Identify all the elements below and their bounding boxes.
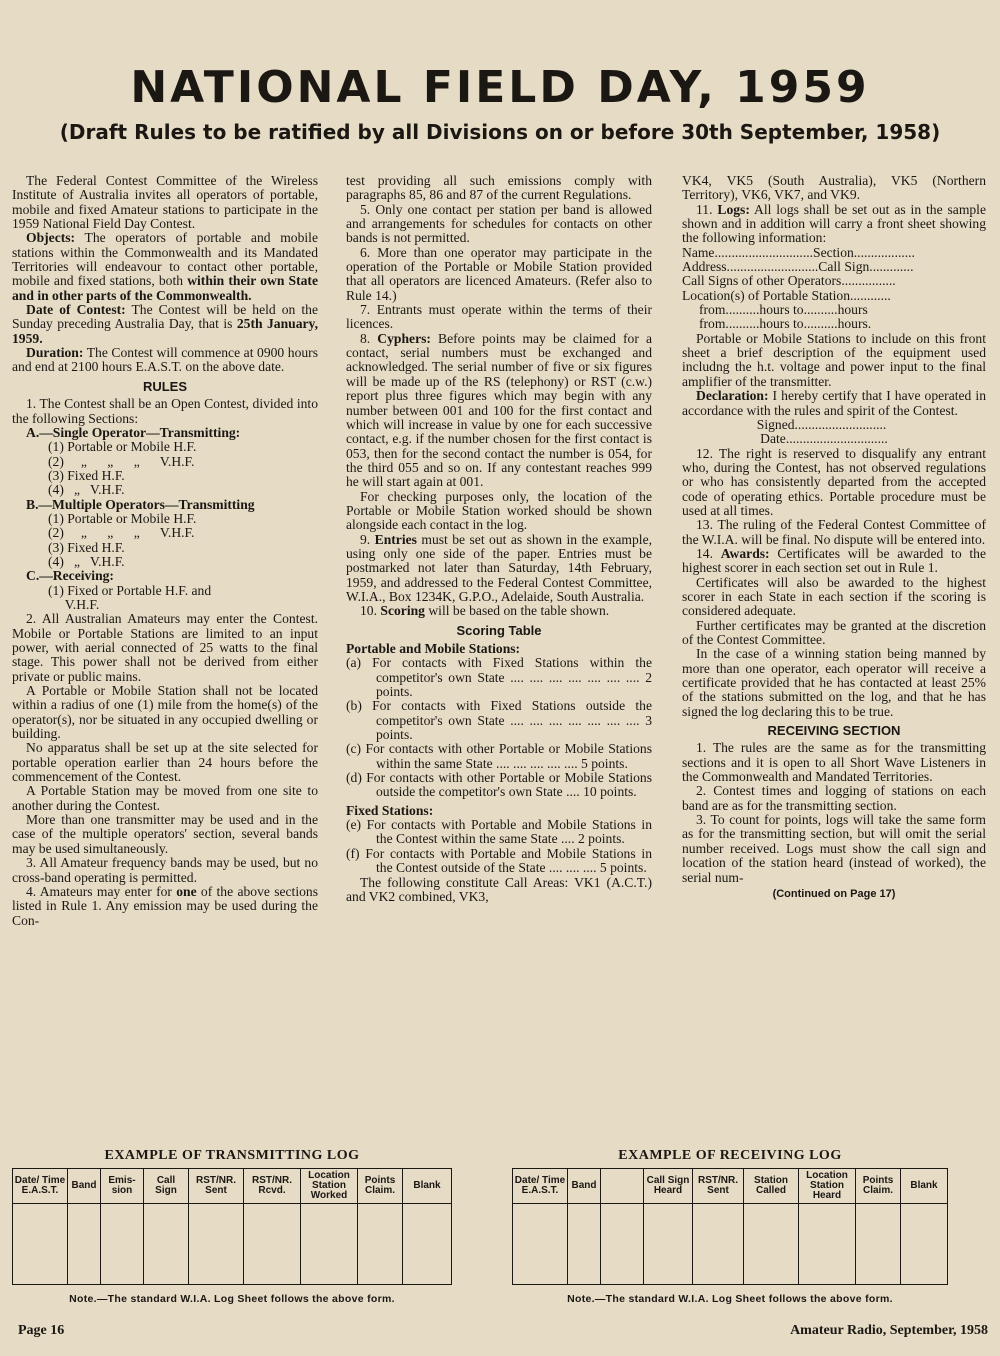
rule-8-checking: For checking purposes only, the location of the Portable or Mobile Station worked should be shown alongside each contact in the log.	[346, 488, 652, 533]
rules-heading: RULES	[142, 378, 188, 394]
front-sheet-line: Address...........................Call Sign.............	[682, 259, 914, 275]
objects-paragraph	[12, 231, 318, 303]
intro-paragraph: The Federal Contest Committee of the Wireless Institute of Australia invites all operators of portable, mobile and fixed Amateur stations to participate in the 1959 National Field Day Contest.	[12, 173, 318, 232]
scoring-item-e: (e) For contacts with Portable and Mobile Stations in the Contest within the same State .... 2 points.	[346, 817, 652, 847]
receiving-rule-2: 2. Contest times and logging of stations on each band are as for the transmitting section.	[682, 783, 986, 813]
publication-line: Amateur Radio, September, 1958	[790, 1323, 988, 1338]
duration-label: Duration:	[26, 345, 84, 361]
scoring-item-f: (f) For contacts with Portable and Mobile Stations in the Contest outside of the State .... .... .... 5 points.	[346, 845, 652, 876]
receiving-rule-3: 3. To count for points, logs will take the same form as for the transmitting section, but will omit the serial number received. Logs must show the call sign and location of the station heard (instead of worked), the serial num-	[682, 812, 986, 885]
rule-2: 2. All Australian Amateurs may enter the Contest. Mobile or Portable Stations are limited to an input power, with aerial connected of 25 watts to the final stage. This power shall not be derived from either private or public mains.	[12, 611, 318, 684]
transmitting-log-table	[12, 1168, 452, 1285]
scoring-item-a: (a) For contacts with Fixed Stations within the competitor's own State .... .... .... .... .... .... .... 2 points.	[346, 655, 652, 700]
date-paragraph	[12, 303, 318, 346]
column-2	[346, 174, 652, 904]
rule-11-num: 11.	[696, 201, 718, 217]
receiving-rule-1: 1. The rules are the same as for the transmitting sections and it is open to all Short Wave Listeners in the Commonwealth and Mandated Territories.	[682, 740, 986, 785]
column-1	[12, 174, 318, 928]
section-c-item: V.H.F.	[48, 596, 100, 612]
rule-4-text: 4. Amateurs may enter for	[26, 883, 177, 899]
front-sheet-line: Call Signs of other Operators................	[682, 273, 896, 289]
scoring-item-d: (d) For contacts with other Portable or Mobile Stations outside the competitor's own State .... 10 points.	[346, 770, 652, 800]
receiving-log-table	[512, 1168, 948, 1285]
log-column-header: RST/NR. Sent	[189, 1169, 244, 1204]
declaration-label: Declaration:	[696, 388, 769, 404]
front-sheet-line: from..........hours to..........hours.	[682, 316, 872, 332]
portable-mobile-heading: Portable and Mobile Stations:	[346, 641, 521, 656]
rule-11-equipment: Portable or Mobile Stations to include on this front sheet a brief description of the equipment used includng the h.t. voltage and power input to the final amplifier of the transmitter.	[682, 330, 986, 389]
log-column-header	[601, 1169, 644, 1204]
rule-9-text: must be set out as shown in the example, using only one side of the paper. Entries must be postmarked not later than Saturday, 14th February, 1959, and addressed to the Federal Contest Committee, W.I.A., Box 1234K, G.P.O., Adelaide, South Australia.	[346, 531, 653, 604]
rule-4-bold: one	[176, 883, 197, 899]
log-column-header: RST/NR. Rcvd.	[244, 1169, 301, 1204]
log-column-header: Date/ Time E.A.S.T.	[513, 1169, 568, 1204]
duration-paragraph	[12, 346, 318, 375]
rule-14	[682, 547, 986, 576]
log-column-header: Date/ Time E.A.S.T.	[13, 1169, 68, 1204]
section-c-heading: C.—Receiving:	[26, 568, 114, 584]
log-column-header: Station Called	[744, 1169, 799, 1204]
rule-2-portable: A Portable or Mobile Station shall not be located within a radius of one (1) mile from the home(s) of the operator(s), nor be situated in any occupied dwelling or building.	[12, 683, 318, 742]
table-row	[13, 1204, 452, 1285]
rule-11-label: Logs:	[717, 201, 750, 217]
log-column-header: RST/NR. Sent	[693, 1169, 744, 1204]
rule-2-transmitters: More than one transmitter may be used and in the case of the multiple operators' section, several bands may be used simultaneously.	[12, 812, 318, 856]
page-subtitle: (Draft Rules to be ratified by all Divisions on or before 30th September, 1958)	[59, 120, 941, 144]
rule-14-further: Further certificates may be granted at the discretion of the Contest Committee.	[682, 617, 986, 647]
section-b-item: (4) „ V.H.F.	[48, 553, 125, 569]
rule-9	[346, 533, 652, 605]
rule-14-text: Certificates will be awarded to the highest scorer in each section set out in Rule 1.	[682, 545, 986, 576]
transmitting-log-note: Note.—The standard W.I.A. Log Sheet follows the above form.	[69, 1293, 395, 1305]
section-a-item: (4) „ V.H.F.	[48, 482, 125, 498]
log-column-header: Blank	[403, 1169, 452, 1204]
front-sheet-line: Location(s) of Portable Station............	[682, 287, 891, 303]
rule-4-continued: test providing all such emissions comply with paragraphs 85, 86 and 87 of the current Regulations.	[346, 173, 652, 203]
section-b-item: (3) Fixed H.F.	[48, 539, 125, 555]
section-a-item: (1) Portable or Mobile H.F.	[48, 439, 197, 455]
rule-9-label: Entries	[374, 531, 417, 547]
rule-7: 7. Entrants must operate within the terms of their licences.	[346, 302, 652, 332]
log-column-header: Points Claim.	[856, 1169, 901, 1204]
signed-line: Signed...........................	[682, 416, 887, 432]
page-title: NATIONAL FIELD DAY, 1959	[130, 62, 870, 113]
fixed-stations-heading: Fixed Stations:	[346, 802, 434, 818]
page-number: Page 16	[18, 1323, 65, 1338]
section-a-heading: A.—Single Operator—Transmitting:	[26, 424, 241, 440]
objects-text: The operators of portable and mobile stations within the Commonwealth and its Mandated Territories will endeavour to contact other portable, mobile and fixed stations, both	[12, 230, 318, 289]
log-column-header: Band	[568, 1169, 601, 1204]
front-sheet-line: from..........hours to..........hours	[682, 302, 868, 318]
rule-12: 12. The right is reserved to disqualify any entrant who, during the Contest, has not observed regulations or who has consistently departed from the accepted code of operating ethics. Portable procedure must be used at all times.	[682, 445, 986, 518]
rule-2-apparatus: No apparatus shall be set up at the site selected for portable operation earlier than 24 hours before the commencement of the Contest.	[12, 740, 318, 785]
receiving-log-heading: EXAMPLE OF RECEIVING LOG	[618, 1148, 842, 1163]
rule-14-multi: In the case of a winning station being manned by more than one operator, each operator will receive a certificate provided that he has contacted at least 25% of the stations submitted on the log, and that he has signed the log declaring this to be true.	[682, 646, 986, 719]
rule-13: 13. The ruling of the Federal Contest Committee of the W.I.A. will be final. No dispute will be entered into.	[682, 517, 986, 547]
column-3	[682, 174, 986, 901]
date-line: Date..............................	[682, 431, 888, 447]
scoring-table-heading: Scoring Table	[456, 622, 542, 638]
rule-3: 3. All Amateur frequency bands may be used, but no cross-band operating is permitted.	[12, 855, 318, 885]
section-b-item: (1) Portable or Mobile H.F.	[48, 510, 197, 526]
rule-2-moved: A Portable Station may be moved from one site to another during the Contest.	[12, 783, 318, 813]
date-label: Date of Contest:	[26, 302, 126, 318]
receiving-log-note: Note.—The standard W.I.A. Log Sheet follows the above form.	[567, 1293, 893, 1305]
rule-8-text: Before points may be claimed for a contact, serial numbers must be exchanged and acknowledged. The serial number of five or six figures will be made up of the RS (telephony) or RST (c.w.) report plus three figures which may begin with any number between 001 and 100 for the first contact and which will increase in value by one for each successive contact, e.g. if the number chosen for the first contact is 053, then for the second contact the number is 054, for the third 055 and so on. If any contestant reaches 999 he will start again at 001.	[346, 330, 652, 490]
scoring-item-c: (c) For contacts with other Portable or Mobile Stations within the same State .... .... .... .... .... 5 points.	[346, 741, 652, 771]
rule-10-label: Scoring	[380, 603, 425, 619]
rule-5: 5. Only one contact per station per band is allowed and arrangements for schedules for contacts on other bands is not permitted.	[346, 201, 652, 246]
rule-8	[346, 332, 652, 490]
declaration-text: I hereby certify that I have operated in accordance with the rules and spirit of the Contest.	[682, 388, 986, 418]
receiving-section-heading: RECEIVING SECTION	[767, 723, 901, 739]
section-a-item: (2) „ „ „ V.H.F.	[48, 453, 195, 469]
rule-11-text: All logs shall be set out as in the sample shown and in addition will carry a front sheet showing the following information:	[682, 201, 986, 246]
rule-14-num: 14.	[696, 545, 721, 561]
rule-14-label: Awards:	[720, 545, 770, 561]
section-a-item: (3) Fixed H.F.	[48, 467, 125, 483]
log-column-header: Points Claim.	[358, 1169, 403, 1204]
objects-label: Objects:	[26, 230, 76, 246]
rule-10-text: will be based on the table shown.	[424, 603, 610, 619]
transmitting-log-heading: EXAMPLE OF TRANSMITTING LOG	[104, 1148, 360, 1163]
receiving-log-example	[512, 1148, 948, 1305]
continued-note: (Continued on Page 17)	[772, 887, 896, 900]
rule-10-num: 10.	[360, 603, 381, 619]
rule-14-state: Certificates will also be awarded to the highest scorer in each State in each section if the scoring is considered adequate.	[682, 574, 986, 619]
section-b-heading: B.—Multiple Operators—Transmitting	[26, 496, 255, 512]
rule-8-num: 8.	[360, 330, 378, 346]
scoring-item-b: (b) For contacts with Fixed Stations outside the competitor's own State .... .... .... .... .... .... .... 3 points.	[346, 698, 652, 743]
log-column-header: Blank	[901, 1169, 948, 1204]
objects-bold: within their own State and in other parts of the Commonwealth.	[12, 273, 318, 303]
rule-10	[346, 604, 652, 618]
date-text: The Contest will be held on the Sunday preceding Australia Day, that is	[12, 302, 318, 332]
table-row	[513, 1204, 948, 1285]
log-column-header: Emis- sion	[101, 1169, 144, 1204]
rule-4-text-end: of the above sections listed in Rule 1. Any emission may be used during the Con-	[12, 883, 318, 928]
rule-8-label: Cyphers:	[377, 330, 431, 346]
rule-1: 1. The Contest shall be an Open Contest, divided into the following Sections:	[12, 396, 318, 426]
rule-4	[12, 885, 318, 928]
rule-11	[682, 203, 986, 246]
declaration	[682, 389, 986, 418]
call-areas: The following constitute Call Areas: VK1 (A.C.T.) and VK2 combined, VK3,	[346, 874, 652, 904]
log-column-header: Call Sign	[144, 1169, 189, 1204]
rule-9-num: 9.	[360, 531, 375, 547]
section-c-item: (1) Fixed or Portable H.F. and	[48, 582, 212, 598]
log-column-header: Call Sign Heard	[644, 1169, 693, 1204]
call-areas-continued: VK4, VK5 (South Australia), VK5 (Northern Territory), VK6, VK7, and VK9.	[682, 173, 986, 203]
log-column-header: Location Station Heard	[799, 1169, 856, 1204]
section-b-item: (2) „ „ „ V.H.F.	[48, 525, 195, 541]
date-bold: 25th January, 1959.	[12, 316, 318, 346]
duration-text: The Contest will commence at 0900 hours and end at 2100 hours E.A.S.T. on the above date.	[12, 345, 318, 375]
log-column-header: Location Station Worked	[301, 1169, 358, 1204]
transmitting-log-example	[12, 1148, 452, 1305]
log-column-header: Band	[68, 1169, 101, 1204]
front-sheet-line: Name.............................Section..................	[682, 244, 915, 260]
rule-6: 6. More than one operator may participate in the operation of the Portable or Mobile Station provided that all operators are licenced Amateurs. (Refer also to Rule 14.)	[346, 244, 652, 303]
